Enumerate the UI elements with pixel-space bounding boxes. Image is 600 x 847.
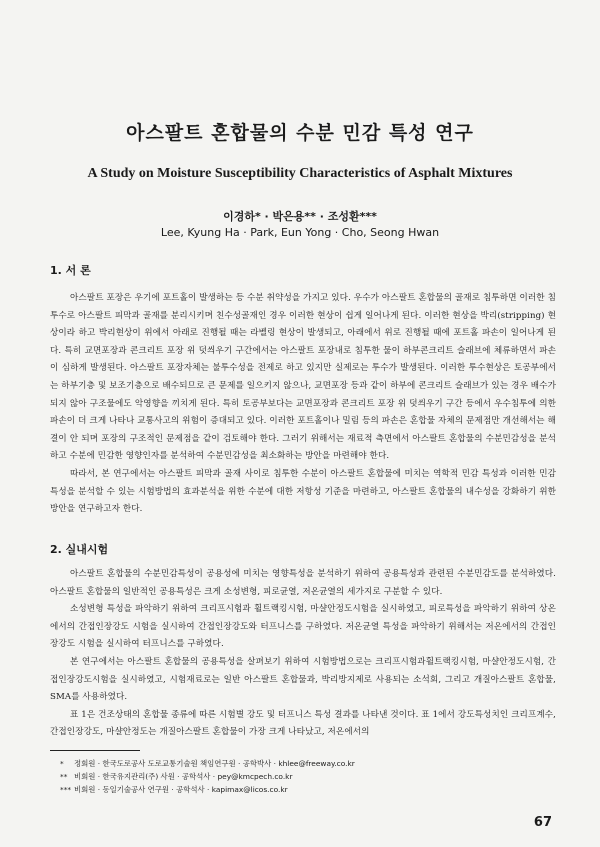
authors-english: Lee, Kyung Ha · Park, Eun Yong · Cho, Seong Hwan [160, 226, 440, 239]
page-number: 67 [533, 815, 552, 830]
footnote-mark: *** [60, 785, 72, 794]
footnote-text: 비회원 · 동일기술공사 연구원 · 공학석사 · kapimax@licos.co.kr [74, 785, 288, 794]
paragraph: 따라서, 본 연구에서는 아스팔트 피막과 골재 사이로 침투한 수분이 아스팔트 혼합물에 미치는 역학적 민감 특성과 이러한 민감 특성을 분석할 수 있는 시험방법의 효과분석을 위한 수분에 대한 저항성 기준을 마련하고, 아스팔트 혼합물의 내수성을 강화하기 위한 방안을 연구하고자 한다. [50, 468, 556, 515]
footnote [60, 783, 540, 796]
paragraph: 아스팔트 포장은 우기에 포트홀이 발생하는 등 수분 취약성을 가지고 있다. 우수가 아스팔트 혼합물의 골재로 침투하면 이러한 침투수로 아스팔트 피막과 골재를 분리시키며 친수성골재인 경우 이러한 현상이 쉽게 일어나게 된다. 이러한 현상을 박리(stripping) 현상이라 하고 박리현상이 위에서 아래로 진행될 때는 라벨링 현상이 발생되고, 아래에서 위로 진행될 때에 포트홀 파손이 일어나게 된다. 특히 교면포장과 콘크리트 포장 위 덧씌우기 구간에서는 아스팔트 포장내로 침투한 물이 하부콘크리트 슬래브에 체류하면서 파손이 심하게 발생된다. 아스팔트 포장자체는 불투수성을 전제로 하고 있지만 실제로는 투수가 발생된다. 이러한 투수현상은 토공부에서는 하부기층 및 보조기층으로 배수되므로 큰 문제를 일으키지 않으나, 교면포장 등과 같이 하부에 콘크리트 슬래브가 있는 경우 배수가 되지 않아 구조물에도 악영향을 끼치게 된다. 특히 토공부보다는 교면포장과 콘크리트 포장 위 덧씌우기 구간 등에서 우수침투에 의한 파손이 더 크게 나타나 교통사고의 위험이 증대되고 있다. 이러한 포트홀이나 밀림 등의 파손은 혼합물 자체의 문제점만 개선해서는 해결이 안 되며 포장의 구조적인 문제점을 같이 검토해야 한다. 그러기 위해서는 재료적 측면에서 아스팔트 혼합물의 수분민감성을 분석하고 수분에 민감한 영향인자를 분석하여 수분민감성을 최소화하는 방안을 마련해야 한다. [50, 293, 556, 462]
section-heading-lab-test: 2. 실내시험 [50, 543, 109, 556]
paragraph: 아스팔트 혼합물의 수분민감특성이 공용성에 미치는 영향특성을 분석하기 위하여 공용특성과 관련된 수분민감도를 분석하였다. 아스팔트 혼합물의 일반적인 공용특성은 크게 소성변형, 피로균열, 저온균열의 세가지로 구분할 수 있다. [50, 569, 556, 597]
footnote [60, 757, 540, 770]
footnote-text: 비회원 · 한국유지관리(주) 사원 · 공학석사 · pey@kmcpech.co.kr [74, 772, 293, 781]
footnote-text: 정회원 · 한국도로공사 도로교통기술원 책임연구원 · 공학박사 · khlee@freeway.co.kr [74, 759, 355, 768]
section-introduction-body [50, 290, 556, 519]
footnote-mark: ** [60, 772, 68, 781]
paragraph: 본 연구에서는 아스팔트 혼합물의 공용특성을 살펴보기 위하여 시험방법으로는 크리프시험과휠트랙킹시험, 마샬안정도시험, 간접인장강도시험을 실시하였고, 시험재료로는 일반 아스팔트 혼합물과, 박리방지제로 사용되는 소석회, 그리고 개질아스팔트 혼합물, SMA를 사용하였다. [50, 656, 556, 703]
paragraph: 표 1은 건조상태의 혼합물 종류에 따른 시험별 강도 및 터프니스 특성 결과를 나타낸 것이다. 표 1에서 강도특성치인 크리프계수, 간접인장강도, 마샬안정도는 개질아스팔트 혼합물이 가장 크게 나타났고, 저온에서의 [50, 709, 556, 738]
footnote-divider [50, 750, 140, 751]
footnote-mark: * [60, 759, 64, 768]
footnote [60, 770, 540, 783]
authors-korean: 이경하* · 박은용** · 조성환*** [223, 210, 377, 223]
section-lab-test-body [50, 566, 556, 742]
section-heading-introduction: 1. 서 론 [50, 264, 91, 277]
paper-subtitle-english: A Study on Moisture Susceptibility Characteristics of Asphalt Mixtures [87, 166, 513, 181]
footnotes [60, 757, 540, 796]
paper-title: 아스팔트 혼합물의 수분 민감 특성 연구 [126, 122, 474, 144]
paragraph: 소성변형 특성을 파악하기 위하여 크리프시험과 휠트랙킹시험, 마샬안정도시험을 실시하였고, 피로특성을 파악하기 위하여 상온에서의 간접인장강도 시험을 실시하여 간접인장강도와 터프니스를 구하였다. 저온균열 특성을 파악하기 위해서는 저온에서의 간접인장강도 시험을 실시하여 터프니스를 구하였다. [50, 604, 556, 650]
